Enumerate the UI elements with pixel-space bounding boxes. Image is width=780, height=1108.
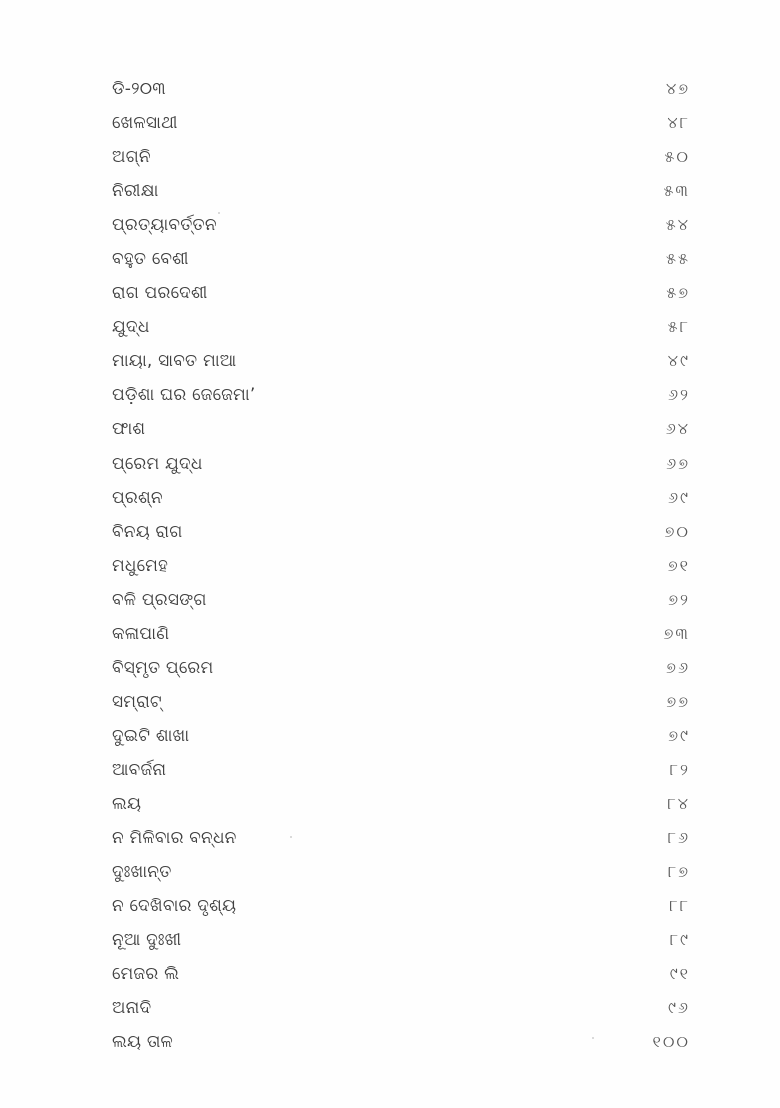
toc-entry-page-number: ୮୪	[667, 794, 690, 813]
toc-entry-title: ରାଗ ପରଦେଶୀ	[112, 283, 208, 304]
toc-entry	[112, 889, 690, 923]
toc-entry-title: ବଳି ପ୍ରସଙ୍ଗ	[112, 589, 207, 610]
toc-entry	[112, 276, 690, 310]
toc-entry-title: ପଡ଼ିଶା ଘର ଜେଜେମା’	[112, 385, 256, 406]
toc-entry-page-number: ୬୨	[667, 385, 690, 405]
toc-entry	[112, 447, 690, 481]
toc-entry-title: ଦୁଇଟି ଶାଖା	[112, 725, 190, 746]
toc-entry	[112, 651, 690, 685]
toc-entry-page-number: ୪୯	[667, 351, 690, 371]
toc-entry-title: ଲୟ	[112, 794, 142, 814]
toc-entry-title: କଳାପାଣି	[112, 623, 170, 644]
toc-entry-page-number: ୯୬	[667, 998, 690, 1018]
toc-entry-title: ନ ମିଳିବାର ବନ୍ଧନ	[112, 828, 237, 849]
toc-entry-title: ନିରୀକ୍ଷା	[112, 181, 159, 202]
toc-entry-title: ଦୁଃଖାନ୍ତ	[112, 862, 172, 883]
toc-entry-page-number: ୬୪	[665, 419, 690, 439]
toc-entry-title: ପ୍ରତ୍ୟାବର୍ତ୍ତନ	[112, 215, 217, 236]
toc-entry	[112, 1025, 690, 1059]
toc-entry-title: ଡି-୨୦୩	[112, 79, 166, 100]
toc-entry-page-number: ୪୮	[667, 113, 690, 133]
toc-entry-title: ନୂଆ ଦୁଃଖୀ	[112, 930, 182, 951]
toc-entry-page-number: ୮୭	[667, 862, 690, 882]
toc-entry-page-number: ୮୮	[669, 896, 690, 916]
toc-entry-page-number: ୭୭	[666, 691, 690, 711]
toc-entry-page-number: ୪୭	[665, 79, 690, 99]
toc-entry	[112, 855, 690, 889]
toc-entry-title: ନ ଦେଖିବାର ଦୃଶ୍ୟ	[112, 896, 237, 917]
toc-entry	[112, 412, 690, 446]
toc-entry-title: ଯୁଦ୍ଧ	[112, 317, 150, 338]
toc-entry-page-number: ୫୪	[665, 215, 690, 235]
toc-entry-title: ବହୁତ ବେଶୀ	[112, 249, 189, 270]
toc-entry	[112, 821, 690, 855]
toc-entry-title: ଆବର୍ଜନା	[112, 759, 167, 780]
toc-entry	[112, 719, 690, 753]
toc-entry	[112, 617, 690, 651]
toc-entry	[112, 310, 690, 344]
toc-entry-title: ଫାଶ	[112, 419, 146, 440]
toc-entry	[112, 515, 690, 549]
toc-entry-title: ବିନୟ ରାଗ	[112, 521, 183, 542]
toc-entry	[112, 106, 690, 140]
toc-entry-page-number: ୬୯	[667, 487, 690, 507]
toc-entry-page-number: ୬୭	[666, 453, 690, 473]
toc-entry	[112, 923, 690, 957]
toc-entry	[112, 583, 690, 617]
toc-entry-page-number: ୭୩	[663, 623, 690, 643]
toc-entry-title: ସମ୍ରାଟ୍	[112, 691, 162, 712]
toc-entry-title: ଲୟ ତାଳ	[112, 1032, 174, 1053]
toc-entry-page-number: ୮୨	[669, 759, 690, 779]
toc-entry	[112, 140, 690, 174]
toc-entry-title: ଖେଳସାଥୀ	[112, 113, 178, 134]
toc-entry	[112, 991, 690, 1025]
toc-entry-page-number: ୭୬	[666, 657, 690, 677]
toc-entry	[112, 72, 690, 106]
toc-entry-title: ମଧୁମେହ	[112, 555, 169, 576]
toc-entry	[112, 242, 690, 276]
toc-entry-page-number: ୮୯	[669, 930, 690, 950]
toc-entry	[112, 208, 690, 242]
toc-entry	[112, 344, 690, 378]
toc-entry	[112, 685, 690, 719]
toc-entry	[112, 481, 690, 515]
toc-entry-page-number: ୫୫	[666, 249, 690, 269]
toc-entry	[112, 378, 690, 412]
toc-entry-page-number: ୭୯	[668, 725, 690, 745]
toc-entry	[112, 174, 690, 208]
toc-entry	[112, 957, 690, 991]
toc-entry-title: ପ୍ରେମ ଯୁଦ୍ଧ	[112, 453, 203, 474]
toc-entry-page-number: ୯୧	[669, 964, 690, 984]
toc-entry-page-number: ୫୮	[667, 317, 690, 337]
toc-entry	[112, 549, 690, 583]
toc-entry-title: ଅଗ୍ନି	[112, 147, 151, 168]
toc-entry	[112, 753, 690, 787]
toc-entry-title: ଅନାଦି	[112, 998, 152, 1019]
toc-entry-title: ବିସ୍ମୃତ ପ୍ରେମ	[112, 657, 214, 678]
toc-entry-page-number: ୫୩	[663, 181, 690, 201]
toc-entry-page-number: ୭୨	[668, 589, 690, 609]
toc-entry-title: ମେଜର ଲି	[112, 964, 180, 985]
table-of-contents	[112, 72, 690, 1059]
toc-entry-page-number: ୫୭	[666, 283, 690, 303]
toc-entry-page-number: ୫୦	[664, 147, 690, 167]
toc-entry-page-number: ୭୧	[667, 555, 690, 575]
toc-entry-page-number: ୧୦୦	[652, 1032, 690, 1052]
toc-entry-page-number: ୮୬	[667, 828, 690, 848]
toc-entry-title: ମାୟା, ସାବତ ମାଆ	[112, 351, 237, 372]
toc-entry	[112, 787, 690, 821]
toc-entry-page-number: ୭୦	[664, 521, 690, 541]
toc-entry-title: ପ୍ରଶ୍ନ	[112, 487, 163, 508]
